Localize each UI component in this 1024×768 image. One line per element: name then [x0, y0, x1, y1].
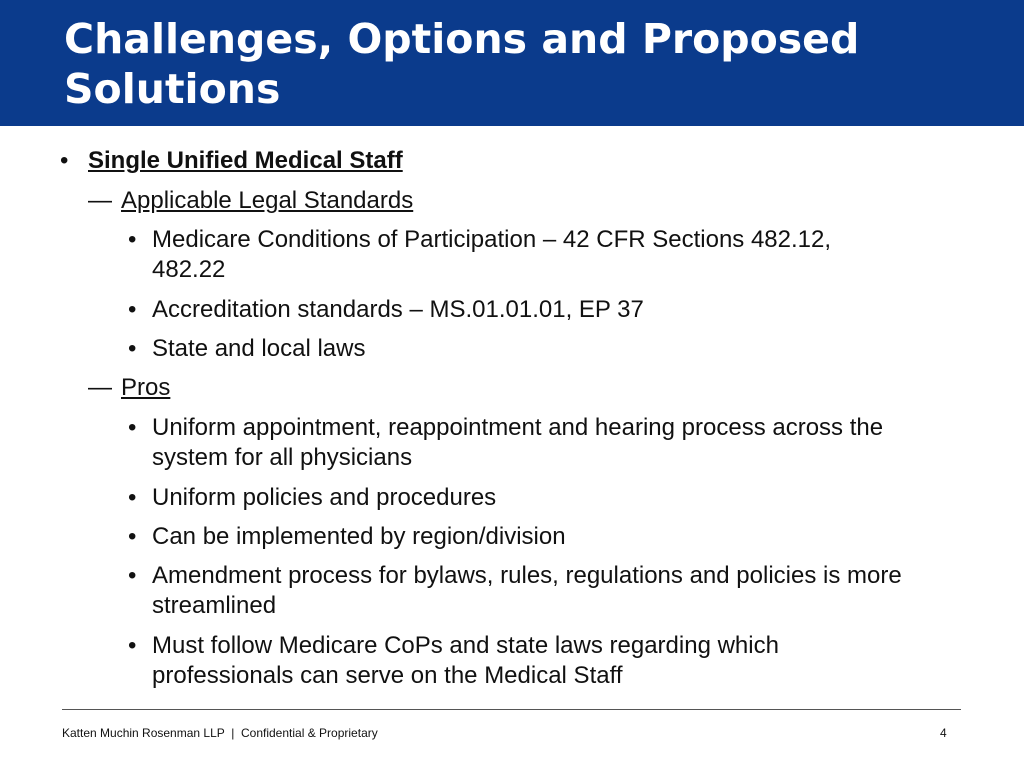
- list-item: State and local laws: [152, 335, 366, 362]
- list-item: Medicare Conditions of Participation – 42 CFR Sections 482.12,: [152, 226, 832, 253]
- footer-firm-text: Katten Muchin Rosenman LLP | Confidential & Proprietary: [62, 726, 378, 740]
- section-heading-pros: Pros: [121, 374, 171, 401]
- level1-heading: Single Unified Medical Staff: [88, 147, 403, 174]
- slide-title: [64, 14, 964, 114]
- bullet-icon: •: [128, 632, 137, 659]
- list-item-continuation: professionals can serve on the Medical Staff: [152, 662, 623, 689]
- list-item: Must follow Medicare CoPs and state laws regarding which: [152, 632, 779, 659]
- list-item: Uniform appointment, reappointment and hearing process across the: [152, 414, 884, 441]
- bullet-icon: •: [60, 147, 69, 174]
- list-item-continuation: streamlined: [152, 592, 277, 619]
- bullet-icon: •: [128, 484, 137, 511]
- title-banner: [0, 0, 1024, 126]
- bullet-icon: •: [128, 296, 137, 323]
- bullet-icon: •: [128, 523, 137, 550]
- dash-icon: —: [88, 374, 112, 401]
- dash-icon: —: [88, 187, 112, 214]
- section-heading-legal-standards: Applicable Legal Standards: [121, 187, 414, 214]
- list-item-continuation: 482.22: [152, 256, 226, 283]
- bullet-icon: •: [128, 335, 137, 362]
- page-number: 4: [940, 726, 947, 740]
- list-item: Uniform policies and procedures: [152, 484, 497, 511]
- list-item: Accreditation standards – MS.01.01.01, EP 37: [152, 296, 644, 323]
- footer-divider: [62, 709, 961, 710]
- slide-title-line-2: Solutions: [64, 65, 281, 113]
- bullet-icon: •: [128, 414, 137, 441]
- list-item-continuation: system for all physicians: [152, 444, 413, 471]
- list-item: Can be implemented by region/division: [152, 523, 566, 550]
- list-item: Amendment process for bylaws, rules, regulations and policies is more: [152, 562, 902, 589]
- bullet-icon: •: [128, 562, 137, 589]
- bullet-icon: •: [128, 226, 137, 253]
- slide-title-line-1: Challenges, Options and Proposed: [64, 15, 860, 63]
